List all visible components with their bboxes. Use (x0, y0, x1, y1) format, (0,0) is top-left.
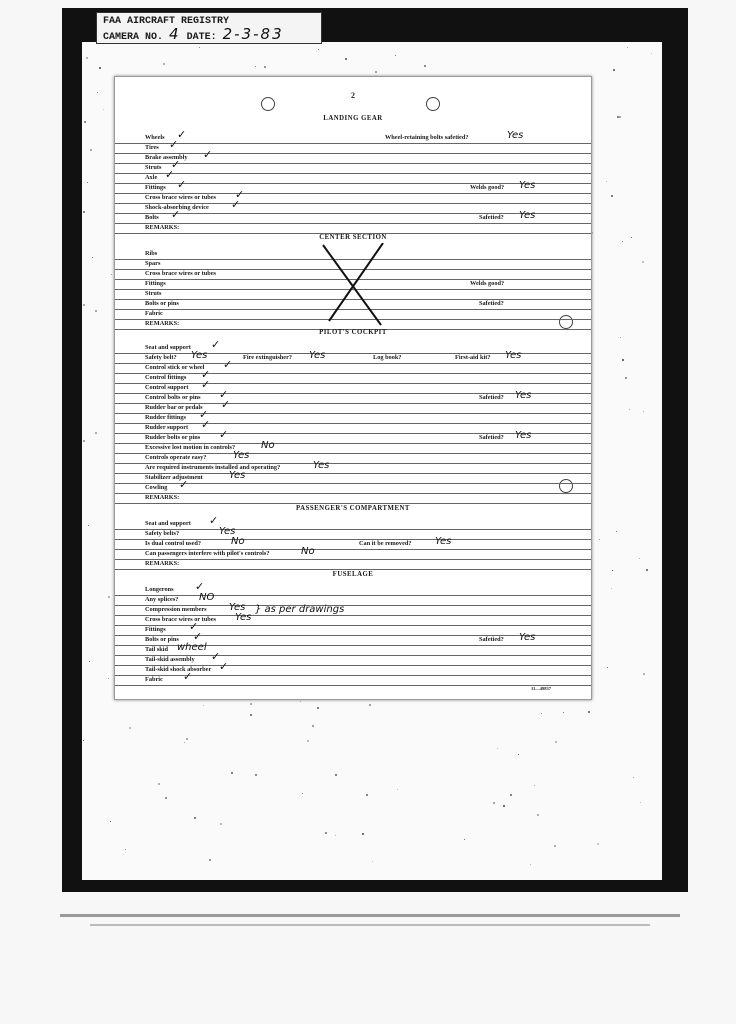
handwritten-answer: Yes (309, 350, 326, 361)
section-fuselage: FUSELAGE (332, 571, 374, 578)
field-label: Control bolts or pins (145, 394, 201, 401)
handwritten-answer: ✓ (219, 660, 229, 673)
copier-speckle (163, 63, 165, 65)
field-label: REMARKS: (145, 320, 180, 327)
handwritten-answer: Yes (515, 430, 532, 441)
handwritten-answer: Yes (313, 460, 330, 471)
copier-speckle (97, 92, 98, 93)
copier-speckle (369, 704, 371, 706)
form-number: 11—49837 (530, 686, 551, 691)
field-label: Fire extinguisher? (243, 354, 293, 361)
copier-speckle (397, 789, 398, 790)
copier-speckle (563, 712, 564, 713)
copier-speckle (643, 673, 645, 675)
copier-speckle (627, 47, 628, 48)
field-label: Is dual control used? (145, 540, 202, 547)
field-label: Can passengers interfere with pilot's controls? (145, 550, 270, 557)
field-label: Safety belt? (145, 354, 177, 361)
punch-hole (426, 97, 440, 111)
field-label: Control fittings (145, 374, 187, 381)
handwritten-answer: ✓ (177, 128, 187, 141)
copier-noise-strip (0, 900, 736, 940)
handwritten-answer: Yes (519, 632, 536, 643)
field-label: Cross brace wires or tubes (145, 270, 217, 277)
field-label: REMARKS: (145, 494, 180, 501)
copier-speckle (99, 67, 101, 69)
handwritten-answer: ✓ (219, 428, 229, 441)
copier-speckle (88, 525, 89, 526)
copier-speckle (255, 66, 256, 67)
field-label: Bolts (145, 214, 159, 221)
handwritten-answer: ✓ (171, 208, 181, 221)
copier-speckle (312, 725, 314, 727)
copier-speckle (372, 861, 373, 862)
copier-speckle (186, 738, 188, 740)
field-label: Tail skid (145, 646, 169, 653)
handwritten-answer: No (301, 546, 315, 557)
copier-speckle (108, 596, 110, 598)
field-label: Any splices? (145, 596, 179, 603)
copier-speckle (537, 814, 539, 816)
handwritten-answer: Yes (233, 450, 250, 461)
field-label: Safety belts? (145, 530, 180, 537)
copier-speckle (599, 539, 600, 540)
field-label: Cross brace wires or tubes (145, 194, 217, 201)
copier-speckle (622, 359, 624, 361)
handwritten-answer: Yes (519, 180, 536, 191)
field-label: REMARKS: (145, 224, 180, 231)
camera-label: CAMERA NO. (103, 32, 164, 43)
handwritten-answer: Yes (505, 350, 522, 361)
copier-speckle (640, 802, 641, 803)
handwritten-answer: ✓ (165, 168, 175, 181)
handwritten-note: } as per drawings (255, 604, 345, 615)
copier-speckle (108, 678, 109, 679)
field-label: First-aid kit? (455, 354, 491, 361)
copier-speckle (129, 727, 131, 729)
copier-speckle (90, 149, 92, 151)
field-label: Fittings (145, 184, 166, 191)
copier-speckle (264, 66, 266, 68)
copier-speckle (83, 440, 85, 442)
copier-speckle (220, 823, 222, 825)
handwritten-answer: No (231, 536, 245, 547)
handwritten-answer: Yes (229, 470, 246, 481)
form-row (115, 223, 591, 234)
form-row (115, 493, 591, 504)
copier-speckle (95, 432, 97, 434)
field-label: Rudder bolts or pins (145, 434, 201, 441)
copier-speckle (464, 839, 465, 840)
copier-speckle (250, 703, 252, 705)
field-label: Fabric (145, 676, 163, 683)
field-label: Safetied? (479, 636, 504, 643)
copier-speckle (110, 821, 111, 822)
section-center-section: CENTER SECTION (319, 234, 387, 241)
handwritten-answer: wheel (177, 642, 207, 653)
field-label: Are required instruments installed and operating? (145, 464, 281, 471)
handwritten-answer: Yes (515, 390, 532, 401)
handwritten-answer: Yes (507, 130, 524, 141)
camera-date-line (103, 25, 315, 44)
field-label: Tail-skid shock absorber (145, 666, 212, 673)
copier-speckle (83, 740, 84, 741)
copier-speckle (318, 49, 319, 50)
handwritten-answer: ✓ (169, 138, 179, 151)
handwritten-answer: ✓ (201, 378, 211, 391)
handwritten-answer: ✓ (193, 630, 203, 643)
handwritten-answer: ✓ (195, 580, 205, 593)
handwritten-answer: ✓ (177, 178, 187, 191)
copier-speckle (84, 121, 86, 123)
field-label: Fabric (145, 310, 163, 317)
copier-speckle (530, 864, 531, 865)
copier-speckle (250, 714, 252, 716)
field-label: Wheels (145, 134, 165, 141)
handwritten-answer: ✓ (223, 358, 233, 371)
copier-speckle (616, 531, 617, 532)
copier-speckle (335, 835, 336, 836)
field-label: Rudder support (145, 424, 189, 431)
copier-speckle (83, 211, 85, 213)
field-label: Tail-skid assembly (145, 656, 195, 663)
copier-speckle (87, 182, 88, 183)
copier-speckle (617, 116, 619, 118)
handwritten-answer: Yes (191, 350, 208, 361)
copier-speckle (622, 241, 623, 242)
field-label: Seat and support (145, 344, 191, 351)
field-label: Tires (145, 144, 159, 151)
field-label: Safetied? (479, 300, 504, 307)
field-label: Longerons (145, 586, 174, 593)
field-label: Ribs (145, 250, 158, 257)
handwritten-answer: NO (199, 592, 215, 603)
field-label: Safetied? (479, 214, 504, 221)
inspection-form (114, 76, 592, 700)
copier-speckle (643, 411, 644, 412)
copier-speckle (325, 832, 327, 834)
field-label: Fittings (145, 626, 166, 633)
copier-speckle (300, 701, 301, 702)
copier-speckle (639, 558, 640, 559)
form-row (115, 670, 591, 686)
copier-speckle (597, 843, 599, 845)
copier-speckle (255, 774, 257, 776)
cross-out-mark (319, 243, 389, 327)
copier-speckle (620, 337, 621, 338)
copier-speckle (345, 58, 347, 60)
handwritten-answer: ✓ (211, 338, 221, 351)
handwritten-answer: ✓ (171, 158, 181, 171)
date-value: 2-3-83 (222, 25, 284, 43)
field-label: Struts (145, 290, 162, 297)
copier-speckle (424, 65, 426, 67)
camera-number: 4 (169, 25, 181, 43)
field-label: Can it be removed? (359, 540, 412, 547)
copier-speckle (194, 817, 196, 819)
handwritten-answer: ✓ (235, 188, 245, 201)
field-label: Struts (145, 164, 162, 171)
field-label: Excessive lost motion in controls? (145, 444, 236, 451)
copier-speckle (395, 55, 396, 56)
handwritten-answer: ✓ (201, 368, 211, 381)
handwritten-answer: ✓ (221, 398, 231, 411)
copier-speckle (184, 742, 185, 743)
page-number: 2 (351, 91, 355, 100)
registry-header-stamp (96, 12, 322, 44)
field-label: Safetied? (479, 394, 504, 401)
punch-hole (261, 97, 275, 111)
field-label: Fittings (145, 280, 166, 287)
field-label: Controls operate easy? (145, 454, 207, 461)
form-row (115, 559, 591, 570)
registry-title: FAA AIRCRAFT REGISTRY (103, 16, 230, 27)
field-label: Control support (145, 384, 189, 391)
copier-speckle (606, 181, 607, 182)
date-label: DATE: (186, 32, 217, 43)
field-label: Axle (145, 174, 158, 181)
field-label: Welds good? (470, 184, 505, 191)
field-label: Cross brace wires or tubes (145, 616, 217, 623)
field-label: Welds good? (470, 280, 505, 287)
handwritten-answer: ✓ (199, 408, 209, 421)
copier-speckle (92, 257, 93, 258)
field-label: Brake assembly (145, 154, 188, 161)
field-label: Wheel-retaining bolts safetied? (385, 134, 469, 141)
copier-speckle (317, 707, 319, 709)
copier-speckle (86, 57, 88, 59)
section-pilots-cockpit: PILOT'S COCKPIT (319, 329, 387, 336)
handwritten-answer: Yes (219, 526, 236, 537)
copier-speckle (588, 711, 590, 713)
handwritten-answer: ✓ (201, 418, 211, 431)
copier-speckle (646, 569, 648, 571)
handwritten-answer: Yes (435, 536, 452, 547)
handwritten-answer: Yes (519, 210, 536, 221)
field-label: Shock-absorbing device (145, 204, 209, 211)
copier-speckle (375, 71, 377, 73)
field-label: Cowling (145, 484, 168, 491)
copier-speckle (307, 740, 309, 742)
copier-speckle (95, 310, 97, 312)
field-label: Seat and support (145, 520, 191, 527)
copier-speckle (362, 833, 364, 835)
copier-speckle (335, 774, 337, 776)
copier-speckle (497, 748, 498, 749)
copier-speckle (629, 409, 630, 410)
copier-speckle (613, 69, 615, 71)
copier-speckle (231, 772, 233, 774)
copier-speckle (642, 261, 644, 263)
copier-speckle (631, 237, 632, 238)
copier-speckle (607, 667, 608, 668)
copier-speckle (534, 785, 535, 786)
handwritten-answer: No (261, 440, 275, 451)
copier-speckle (554, 845, 556, 847)
copier-speckle (493, 802, 495, 804)
field-label: Rudder fittings (145, 414, 186, 421)
copier-speckle (611, 588, 612, 589)
copier-speckle (651, 53, 652, 54)
handwritten-answer: ✓ (203, 148, 213, 161)
field-label: Rudder bar or pedals (145, 404, 203, 411)
copier-speckle (302, 793, 303, 794)
handwritten-answer: ✓ (183, 670, 193, 683)
section-passengers-compartment: PASSENGER'S COMPARTMENT (296, 505, 410, 512)
copier-speckle (612, 570, 613, 571)
field-label: Spars (145, 260, 161, 267)
copier-speckle (125, 849, 126, 850)
field-label: Compression members (145, 606, 207, 613)
handwritten-answer: ✓ (179, 478, 189, 491)
handwritten-answer: ✓ (219, 388, 229, 401)
field-label: Stabilizer adjustment (145, 474, 203, 481)
section-landing-gear: LANDING GEAR (323, 115, 383, 122)
field-label: Safetied? (479, 434, 504, 441)
handwritten-answer: ✓ (209, 514, 219, 527)
copier-speckle (103, 109, 104, 110)
copier-speckle (541, 713, 542, 714)
copier-speckle (555, 741, 557, 743)
copier-speckle (619, 116, 621, 118)
field-label: REMARKS: (145, 560, 180, 567)
copier-speckle (165, 797, 167, 799)
handwritten-answer: ✓ (189, 620, 199, 633)
handwritten-answer: ✓ (211, 650, 221, 663)
handwritten-answer: ✓ (231, 198, 241, 211)
copier-speckle (111, 274, 112, 275)
copier-speckle (611, 195, 613, 197)
field-label: Bolts or pins (145, 300, 179, 307)
copier-speckle (158, 783, 160, 785)
copier-speckle (633, 777, 634, 778)
copier-speckle (503, 805, 505, 807)
copier-speckle (625, 377, 627, 379)
field-label: Log book? (373, 354, 402, 361)
field-label: Control stick or wheel (145, 364, 205, 371)
handwritten-answer: Yes (235, 612, 252, 623)
copier-speckle (203, 705, 204, 706)
copier-speckle (89, 661, 90, 662)
field-label: Bolts or pins (145, 636, 179, 643)
copier-speckle (83, 304, 85, 306)
copier-speckle (366, 794, 368, 796)
copier-speckle (209, 859, 211, 861)
copier-speckle (510, 794, 512, 796)
handwritten-answer: Yes (229, 602, 246, 613)
copier-speckle (518, 754, 519, 755)
copier-speckle (199, 47, 200, 48)
